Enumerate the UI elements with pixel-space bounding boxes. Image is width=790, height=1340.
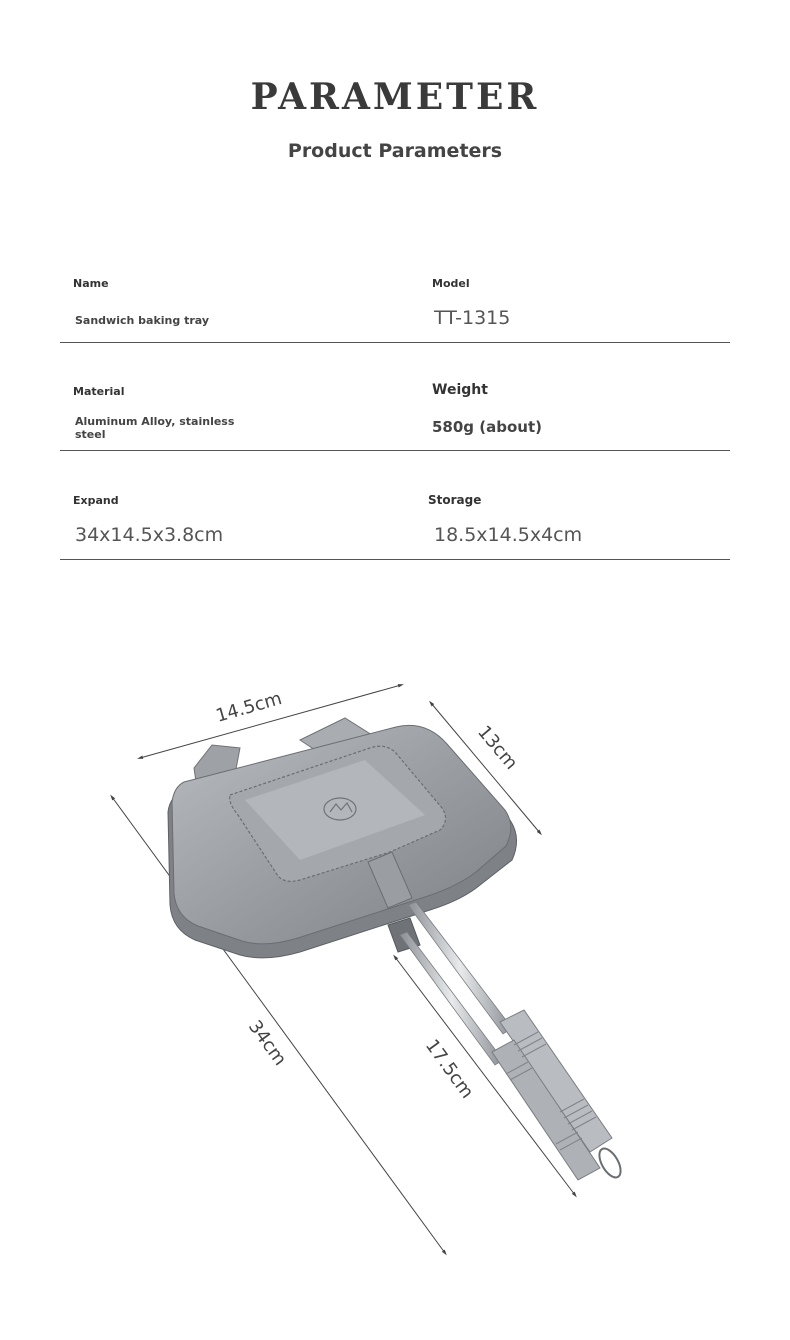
model-label: Model — [432, 277, 470, 290]
material-value: Aluminum Alloy, stainless steel — [75, 415, 235, 441]
row-divider — [60, 559, 730, 560]
row-divider — [60, 342, 730, 343]
storage-label: Storage — [428, 493, 482, 507]
expand-value: 34x14.5x3.8cm — [75, 524, 224, 546]
sandwich-tray-illustration — [168, 718, 625, 1181]
width-dimension-label: 14.5cm — [213, 688, 285, 727]
storage-value: 18.5x14.5x4cm — [434, 524, 583, 546]
material-label: Material — [73, 385, 125, 398]
row-divider — [60, 450, 730, 451]
page-title: PARAMETER — [250, 76, 540, 118]
handle-length-dimension-label: 17.5cm — [420, 1035, 478, 1103]
weight-label: Weight — [432, 382, 488, 398]
total-length-dimension-label: 34cm — [243, 1016, 291, 1070]
expand-label: Expand — [73, 494, 119, 507]
product-dimension-figure — [0, 650, 790, 1270]
model-value: TT-1315 — [434, 307, 511, 329]
name-label: Name — [73, 277, 109, 290]
weight-value: 580g (about) — [432, 418, 542, 436]
name-value: Sandwich baking tray — [75, 314, 210, 327]
depth-dimension-label: 13cm — [473, 721, 522, 774]
page-subtitle: Product Parameters — [287, 140, 503, 162]
